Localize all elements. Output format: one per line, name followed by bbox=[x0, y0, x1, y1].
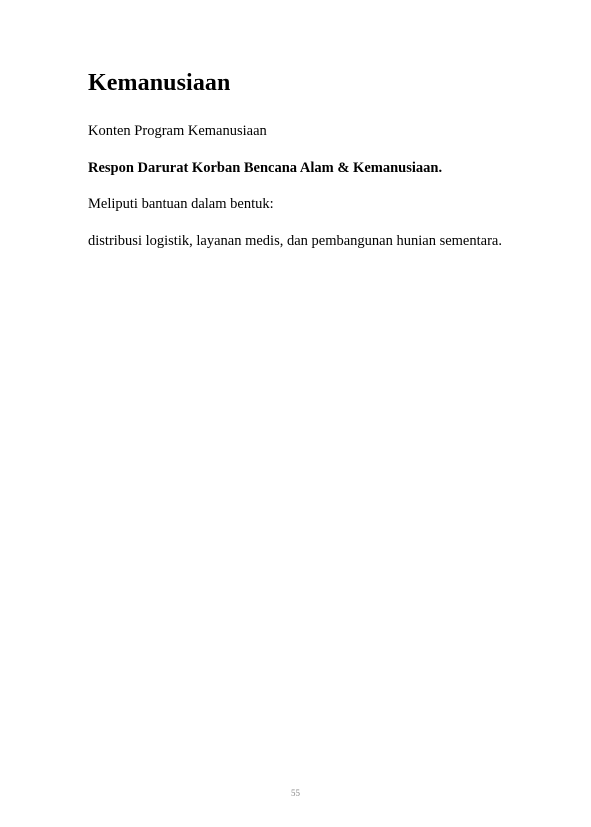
assistance-intro: Meliputi bantuan dalam bentuk: bbox=[88, 196, 274, 212]
section-heading: Kemanusiaan bbox=[88, 70, 231, 96]
program-title: Respon Darurat Korban Bencana Alam & Kemanusiaan. bbox=[88, 160, 443, 176]
program-content-label: Konten Program Kemanusiaan bbox=[88, 123, 267, 139]
assistance-details: distribusi logistik, layanan medis, dan pembangunan hunian sementara. bbox=[88, 233, 502, 249]
page-number: 55 bbox=[291, 788, 300, 798]
